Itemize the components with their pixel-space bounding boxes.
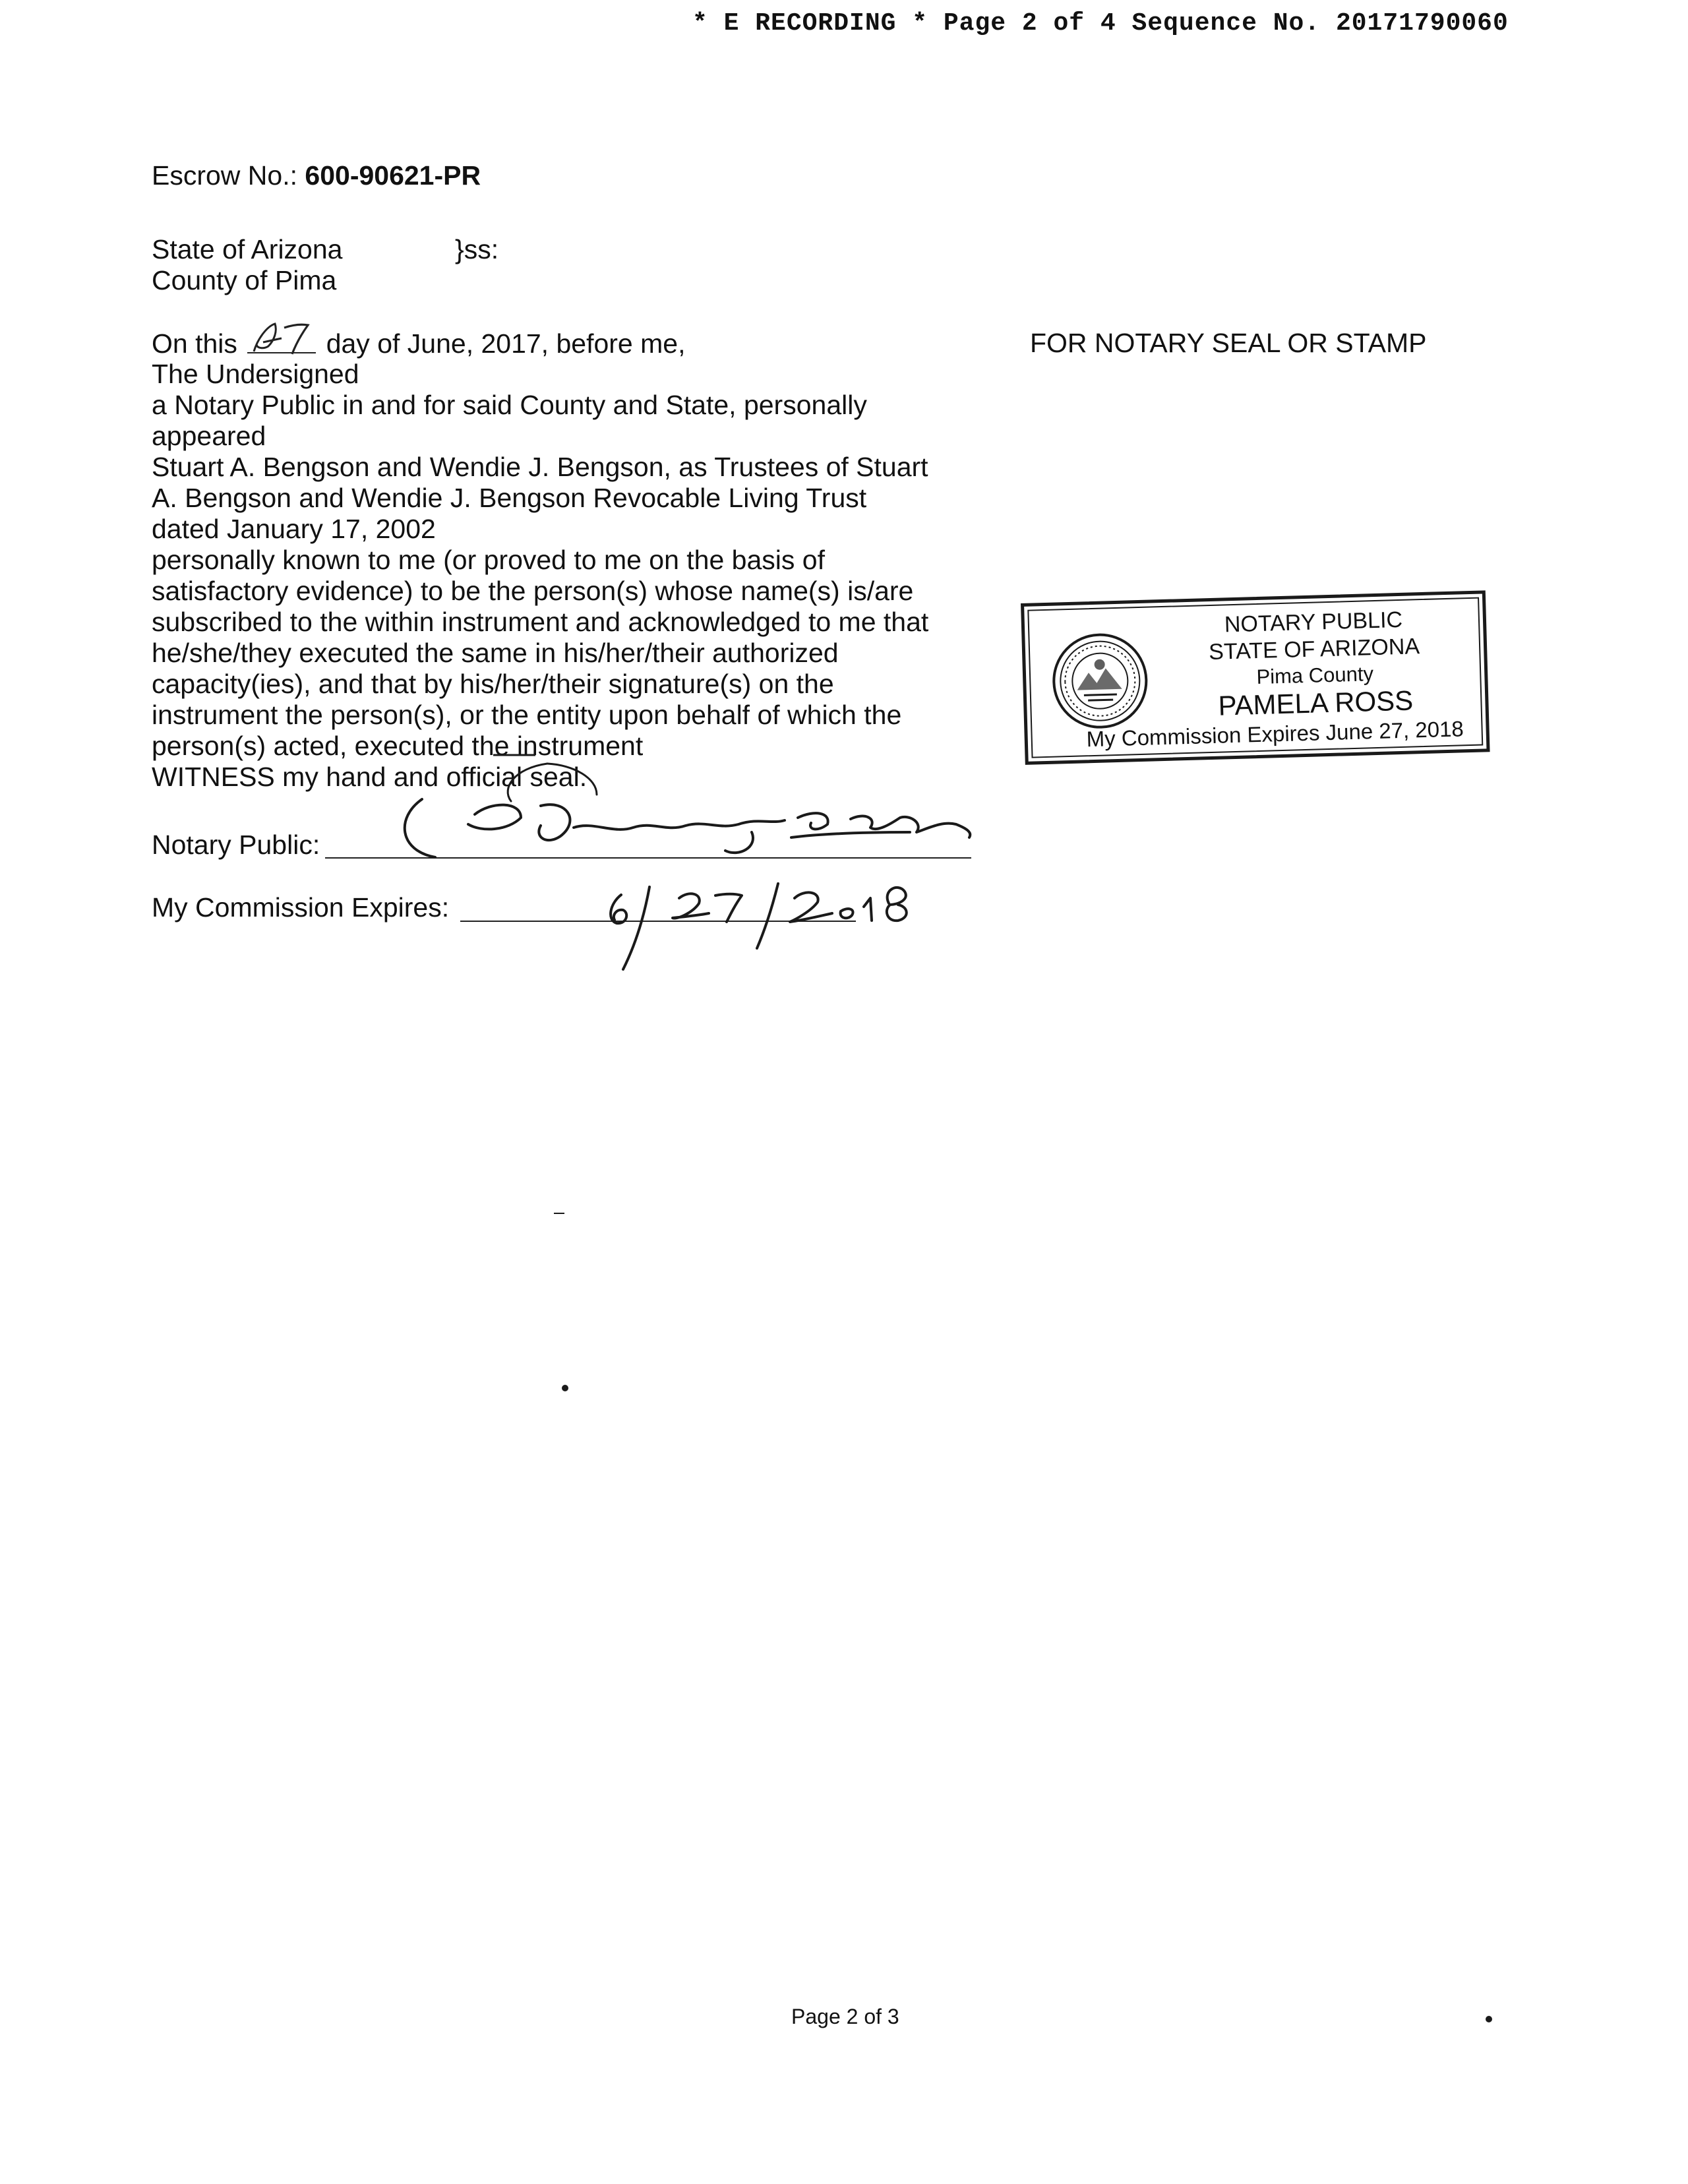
escrow-number: 600-90621-PR — [305, 160, 481, 191]
venue-county: County of Pima — [152, 265, 337, 295]
venue-ss: }ss: — [455, 234, 499, 264]
notary-stamp — [1021, 590, 1490, 765]
escrow-label: Escrow No.: — [152, 160, 297, 191]
seal-area-label: FOR NOTARY SEAL OR STAMP — [1030, 328, 1427, 358]
stamp-notary-name: PAMELA ROSS — [1217, 684, 1414, 721]
speck-mark — [1486, 2016, 1492, 2022]
page-footer: Page 2 of 3 — [791, 2005, 899, 2028]
ack-line-10: subscribed to the within instrument and acknowledged to me that — [152, 607, 929, 637]
acknowledgment-text — [152, 328, 1022, 793]
ack-line-13: instrument the person(s), or the entity upon behalf of which the — [152, 700, 902, 730]
escrow-line — [152, 160, 481, 191]
ack-line-12: capacity(ies), and that by his/her/their signature(s) on the — [152, 669, 834, 699]
notary-public-label: Notary Public: — [152, 830, 320, 860]
stamp-notary-public: NOTARY PUBLIC — [1224, 607, 1403, 638]
ack-suffix: day of June, 2017, before me, — [326, 328, 686, 359]
ack-line-15: WITNESS my hand and official seal. — [152, 762, 588, 792]
handwritten-day — [245, 328, 318, 359]
speck-mark — [562, 1385, 568, 1391]
commission-date-line — [460, 921, 856, 922]
ack-line-2: The Undersigned — [152, 359, 359, 389]
state-seal-icon — [1049, 630, 1151, 732]
ack-line-6: A. Bengson and Wendie J. Bengson Revocable Living Trust — [152, 483, 867, 513]
ack-line-14: person(s) acted, executed the instrument — [152, 731, 644, 761]
recording-header: * E RECORDING * Page 2 of 4 Sequence No. 20171790060 — [692, 9, 1509, 38]
notary-signature-line — [325, 857, 971, 859]
ack-line-7: dated January 17, 2002 — [152, 514, 436, 544]
ack-line-1 — [152, 328, 1022, 359]
stamp-commission-expiry: My Commission Expires June 27, 2018 — [1086, 716, 1464, 752]
commission-expires-label: My Commission Expires: — [152, 892, 450, 923]
handwritten-commission-date — [611, 884, 907, 969]
ack-line-5: Stuart A. Bengson and Wendie J. Bengson, as Trustees of Stuart — [152, 452, 928, 482]
ack-line-4: appeared — [152, 421, 266, 451]
notary-signature — [405, 799, 971, 857]
stamp-state: STATE OF ARIZONA — [1208, 634, 1420, 665]
venue-state: State of Arizona — [152, 234, 343, 264]
ack-prefix: On this — [152, 328, 237, 359]
ack-line-8: personally known to me (or proved to me on the basis of — [152, 545, 825, 575]
ack-line-9: satisfactory evidence) to be the person(s) whose name(s) is/are — [152, 576, 914, 606]
stamp-county: Pima County — [1256, 662, 1374, 689]
ack-line-3: a Notary Public in and for said County and State, personally — [152, 390, 867, 420]
ack-line-11: he/she/they executed the same in his/her/their authorized — [152, 638, 839, 668]
